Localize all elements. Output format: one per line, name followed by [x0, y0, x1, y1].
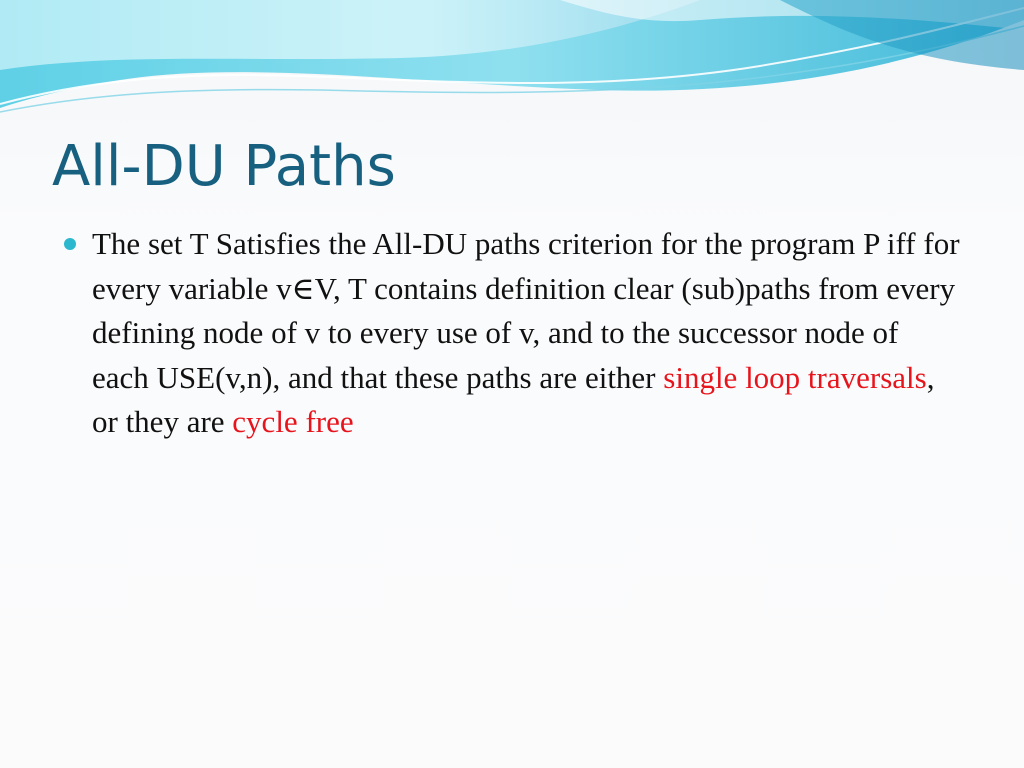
bullet-text-segment: The set T Satisfies the All-DU paths criterion for the program P iff for every variable v∈V, T contains definition clear (sub)paths from every defining node of v to every use of v, and to the successor node of each USE(v,n), and that these paths are either	[92, 226, 960, 395]
highlight-text-segment: single loop traversals	[663, 359, 927, 395]
wave-header-decoration	[0, 0, 1024, 130]
bullet-dot-icon	[64, 238, 76, 250]
bullet-item	[62, 222, 962, 445]
bullet-list	[62, 222, 962, 445]
slide-title: All-DU Paths	[52, 134, 396, 199]
highlight-text-segment: cycle free	[232, 404, 354, 439]
bullet-text-segment: , or they are	[92, 359, 935, 439]
